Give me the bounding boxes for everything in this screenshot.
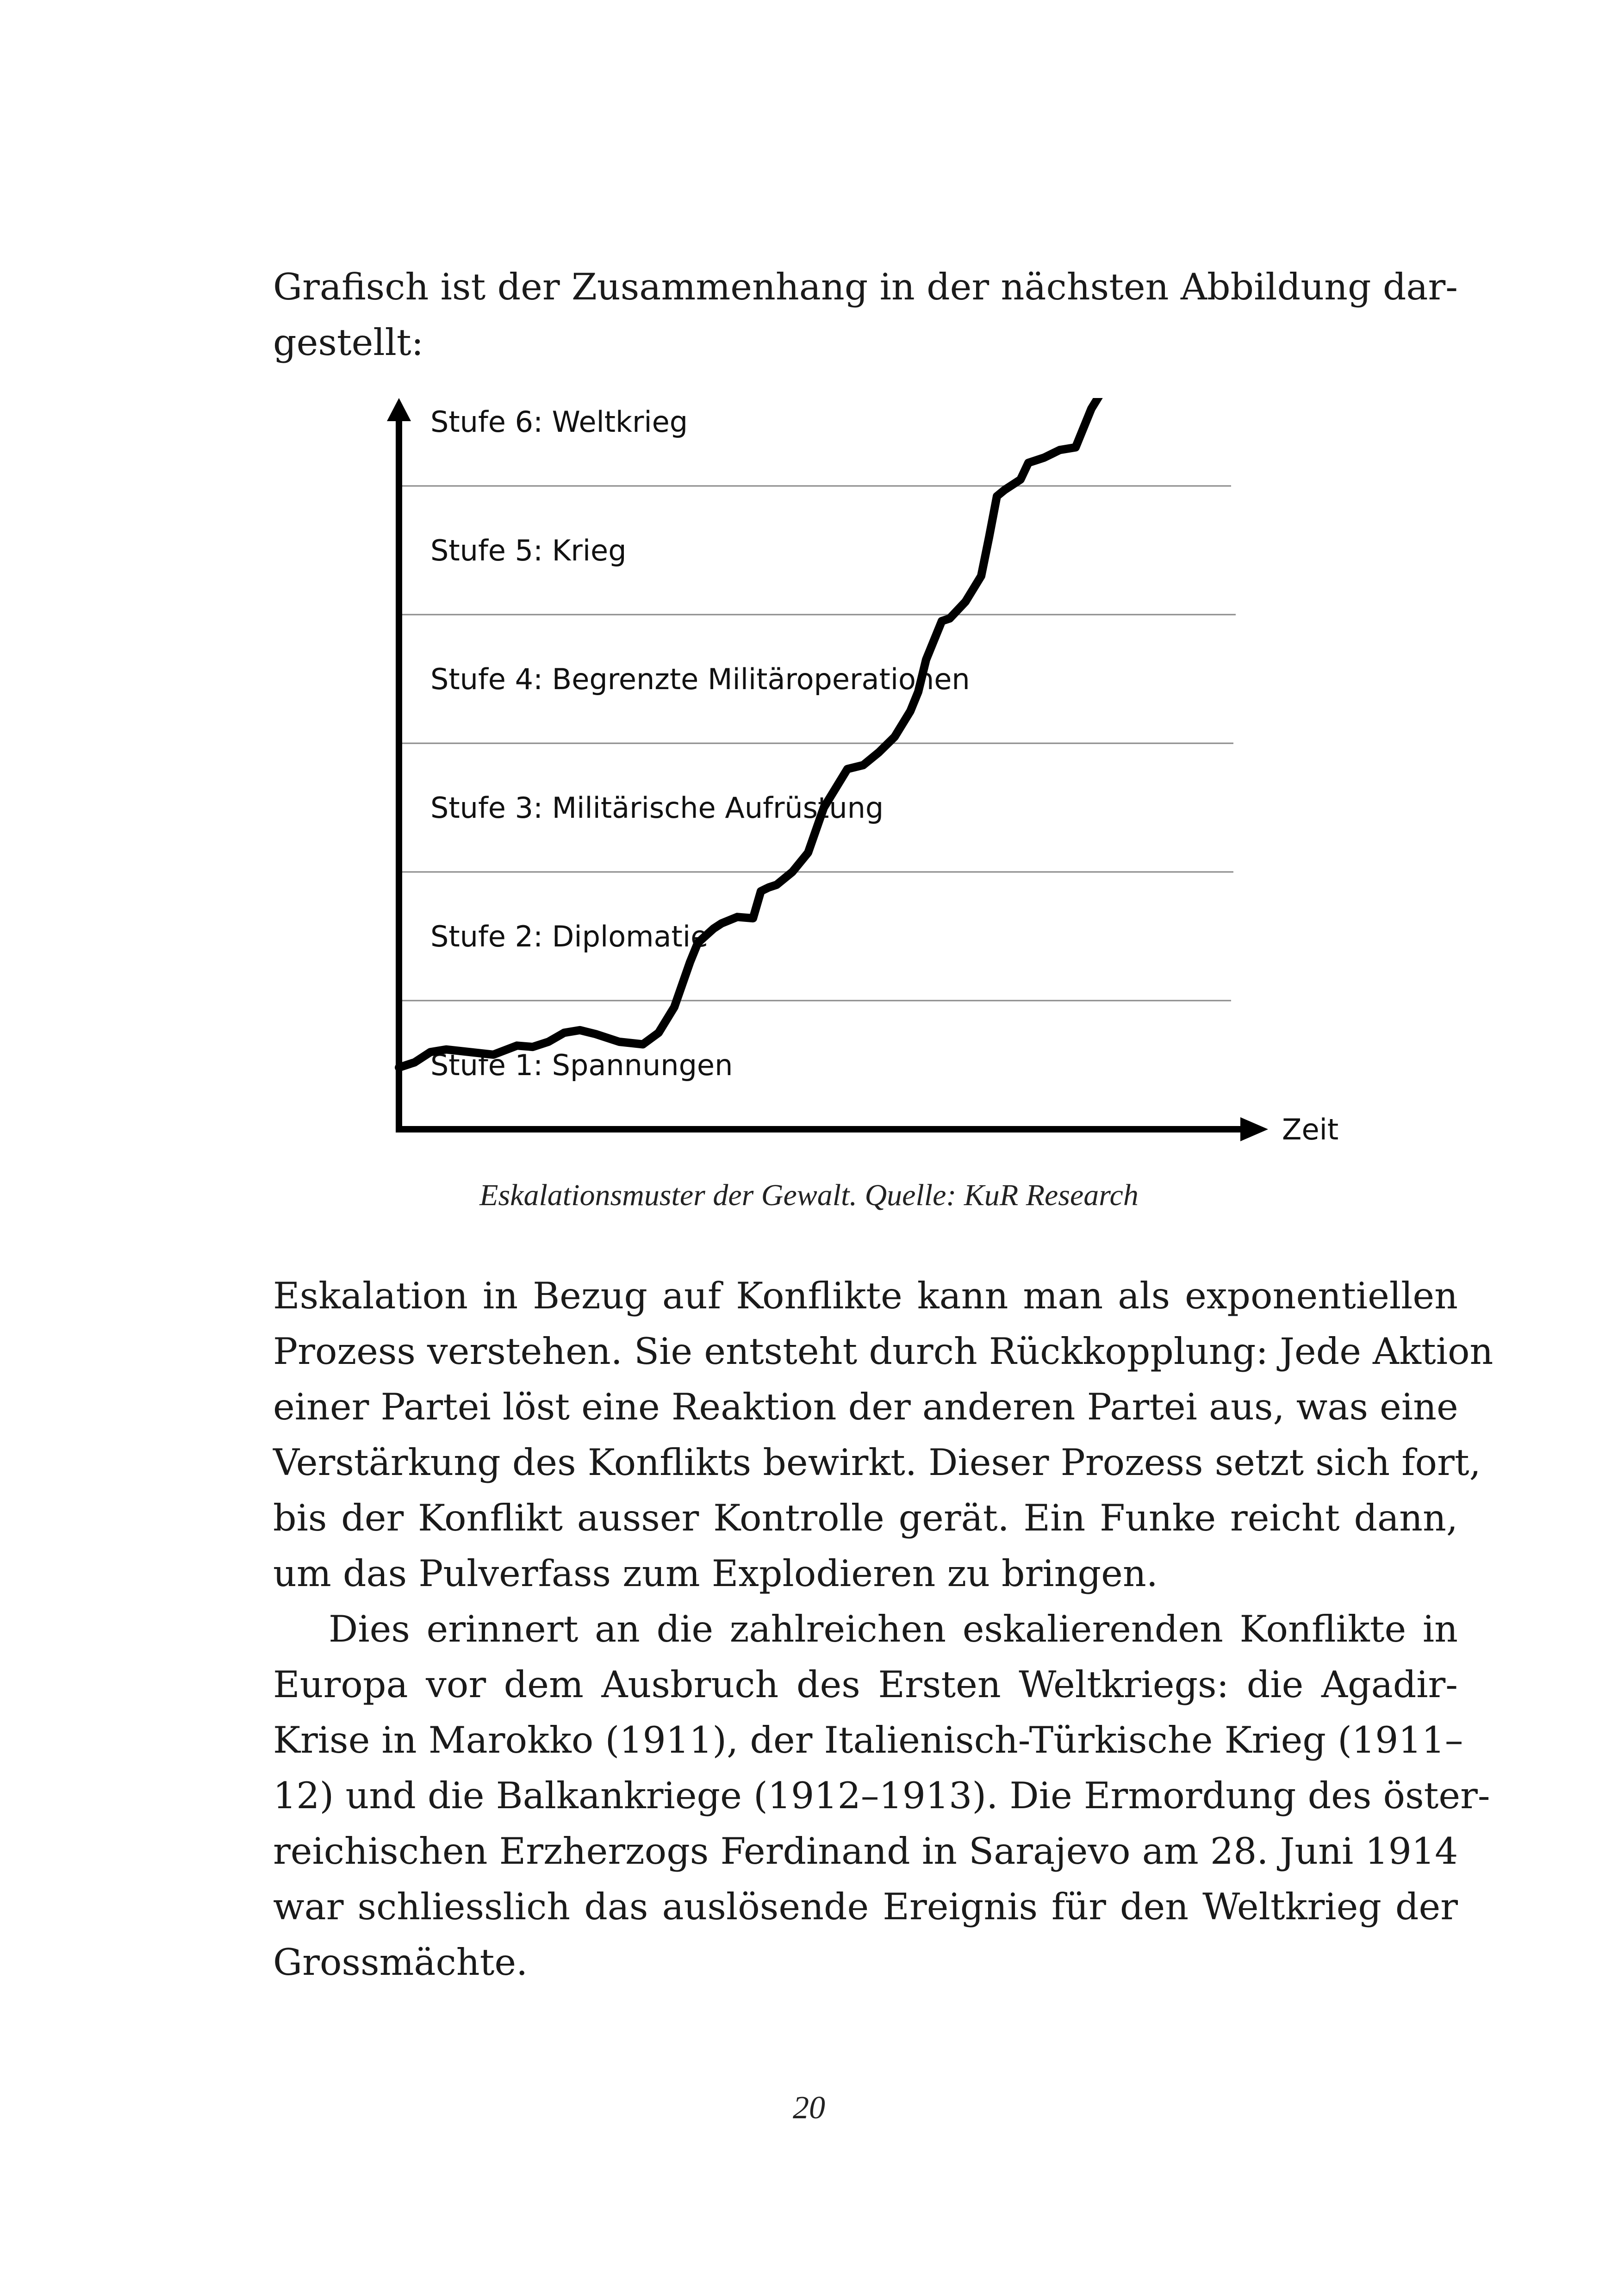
paragraph-line: Krise in Marokko (1911), der Italienisch-Türkische Krieg (1911–	[273, 1719, 1463, 1761]
paragraph-line: Verstärkung des Konflikts bewirkt. Dieser Prozess setzt sich fort,	[273, 1441, 1481, 1484]
stage-label: Stufe 1: Spannungen	[430, 1048, 733, 1082]
stage-label: Stufe 5: Krieg	[430, 534, 627, 567]
x-axis-label: Zeit	[1282, 1113, 1339, 1146]
figure-caption: Eskalationsmuster der Gewalt. Quelle: KuR Research	[479, 1178, 1139, 1212]
paragraph-line: Dies erinnert an die zahlreichen eskalierenden Konflikte in	[329, 1608, 1458, 1650]
intro-line: gestellt:	[273, 321, 424, 364]
intro-line: Grafisch ist der Zusammenhang in der nächsten Abbildung dar-	[273, 266, 1458, 308]
stage-label: Stufe 2: Diplomatie	[430, 920, 709, 953]
x-axis-arrowhead	[1240, 1117, 1268, 1141]
paragraph-line: Prozess verstehen. Sie entsteht durch Rückkopplung: Jede Aktion	[273, 1330, 1494, 1373]
page-number: 20	[793, 2090, 825, 2126]
paragraph-line: Eskalation in Bezug auf Konflikte kann man als exponentiellen	[273, 1275, 1458, 1317]
stage-label: Stufe 3: Militärische Aufrüstung	[430, 791, 884, 825]
paragraph-line: war schliesslich das auslösende Ereignis für den Weltkrieg der	[273, 1885, 1458, 1928]
intro-text	[273, 259, 1458, 370]
paragraph-line: einer Partei löst eine Reaktion der anderen Partei aus, was eine	[273, 1386, 1458, 1428]
stage-label: Stufe 6: Weltkrieg	[430, 405, 688, 439]
paragraph-line: Europa vor dem Ausbruch des Ersten Weltkriegs: die Agadir-	[273, 1663, 1458, 1706]
paragraph-line: Grossmächte.	[273, 1941, 528, 1984]
paragraph-line: reichischen Erzherzogs Ferdinand in Sarajevo am 28. Juni 1914	[273, 1830, 1458, 1873]
paragraph-2	[273, 1601, 1490, 1990]
escalation-curve	[399, 398, 1146, 1068]
y-axis-arrowhead	[387, 398, 411, 421]
stage-label: Stufe 4: Begrenzte Militäroperationen	[430, 662, 970, 696]
paragraph-line: bis der Konflikt ausser Kontrolle gerät. Ein Funke reicht dann,	[273, 1497, 1458, 1539]
paragraph-1	[273, 1268, 1494, 1601]
escalation-chart	[375, 398, 1351, 1157]
paragraph-line: 12) und die Balkankriege (1912–1913). Die Ermordung des öster-	[273, 1774, 1490, 1817]
paragraph-line: um das Pulverfass zum Explodieren zu bringen.	[273, 1552, 1158, 1595]
